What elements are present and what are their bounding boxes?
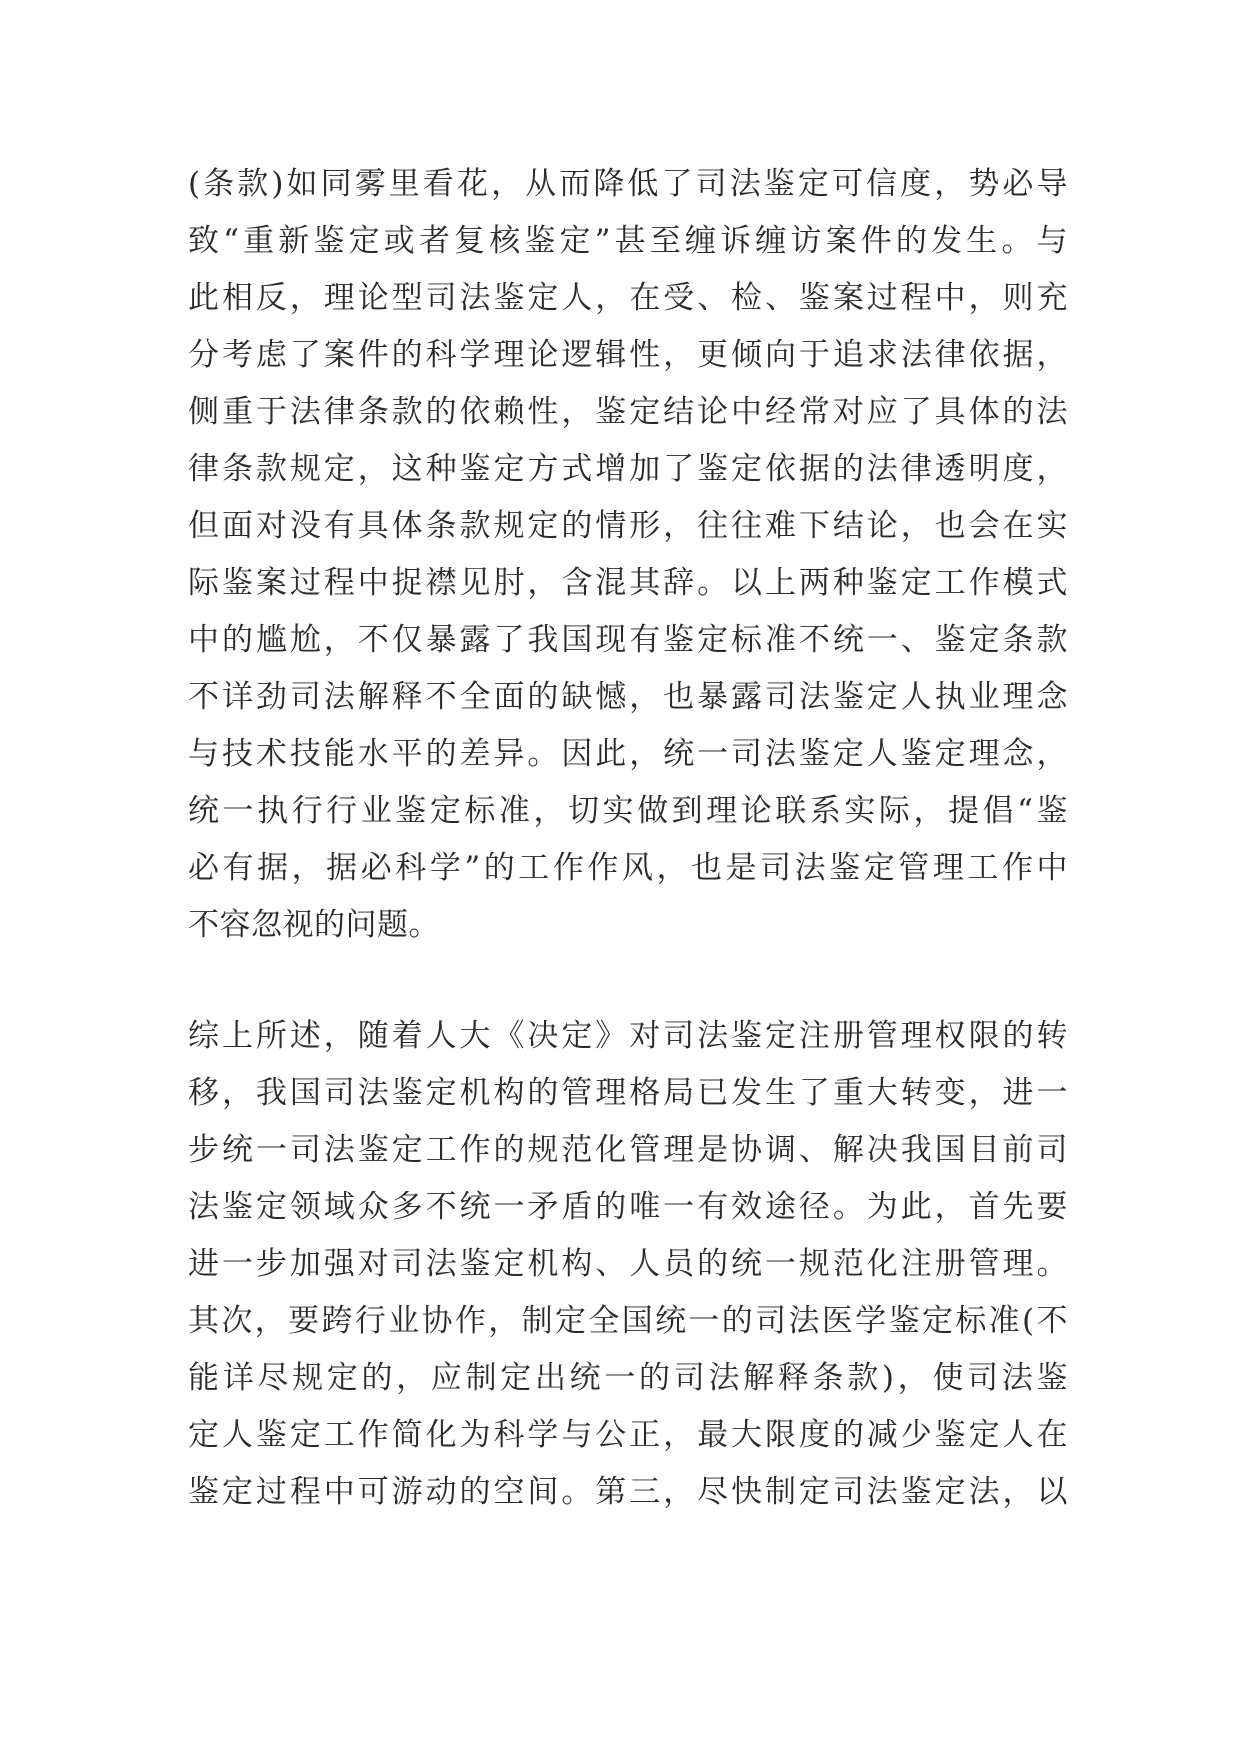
text-line: 移，我国司法鉴定机构的管理格局已发生了重大转变，进一	[188, 1075, 1068, 1111]
text-line: 但面对没有具体条款规定的情形，往往难下结论，也会在实	[188, 508, 1068, 544]
text-line: (条款)如同雾里看花，从而降低了司法鉴定可信度，势必导	[188, 166, 1068, 202]
paragraph-1	[188, 156, 1068, 954]
text-line: 其次，要跨行业协作，制定全国统一的司法医学鉴定标准(不	[188, 1303, 1068, 1339]
text-line: 必有据，据必科学”的工作作风，也是司法鉴定管理工作中	[188, 850, 1068, 886]
text-line: 此相反，理论型司法鉴定人，在受、检、鉴案过程中，则充	[188, 280, 1068, 316]
text-line: 进一步加强对司法鉴定机构、人员的统一规范化注册管理。	[188, 1246, 1068, 1282]
paragraph-2	[188, 1008, 1068, 1521]
text-line: 不详劲司法解释不全面的缺憾，也暴露司法鉴定人执业理念	[188, 679, 1068, 715]
text-line: 不容忽视的问题。	[188, 907, 440, 943]
text-line: 与技术技能水平的差异。因此，统一司法鉴定人鉴定理念，	[188, 736, 1068, 772]
text-line: 步统一司法鉴定工作的规范化管理是协调、解决我国目前司	[188, 1132, 1068, 1168]
text-line: 致“重新鉴定或者复核鉴定”甚至缠诉缠访案件的发生。与	[188, 223, 1068, 259]
text-line: 能详尽规定的，应制定出统一的司法解释条款)，使司法鉴	[188, 1360, 1068, 1396]
text-line: 统一执行行业鉴定标准，切实做到理论联系实际，提倡“鉴	[188, 793, 1068, 829]
text-line: 法鉴定领域众多不统一矛盾的唯一有效途径。为此，首先要	[188, 1189, 1068, 1225]
text-line: 中的尴尬，不仅暴露了我国现有鉴定标准不统一、鉴定条款	[188, 622, 1068, 658]
text-line: 律条款规定，这种鉴定方式增加了鉴定依据的法律透明度，	[188, 451, 1068, 487]
text-line: 鉴定过程中可游动的空间。第三，尽快制定司法鉴定法，以	[188, 1474, 1068, 1510]
text-line: 际鉴案过程中捉襟见肘，含混其辞。以上两种鉴定工作模式	[188, 565, 1068, 601]
text-line: 定人鉴定工作简化为科学与公正，最大限度的减少鉴定人在	[188, 1417, 1068, 1453]
text-line: 侧重于法律条款的依赖性，鉴定结论中经常对应了具体的法	[188, 394, 1068, 430]
text-line: 综上所述，随着人大《决定》对司法鉴定注册管理权限的转	[188, 1018, 1068, 1054]
text-line: 分考虑了案件的科学理论逻辑性，更倾向于追求法律依据，	[188, 337, 1068, 373]
